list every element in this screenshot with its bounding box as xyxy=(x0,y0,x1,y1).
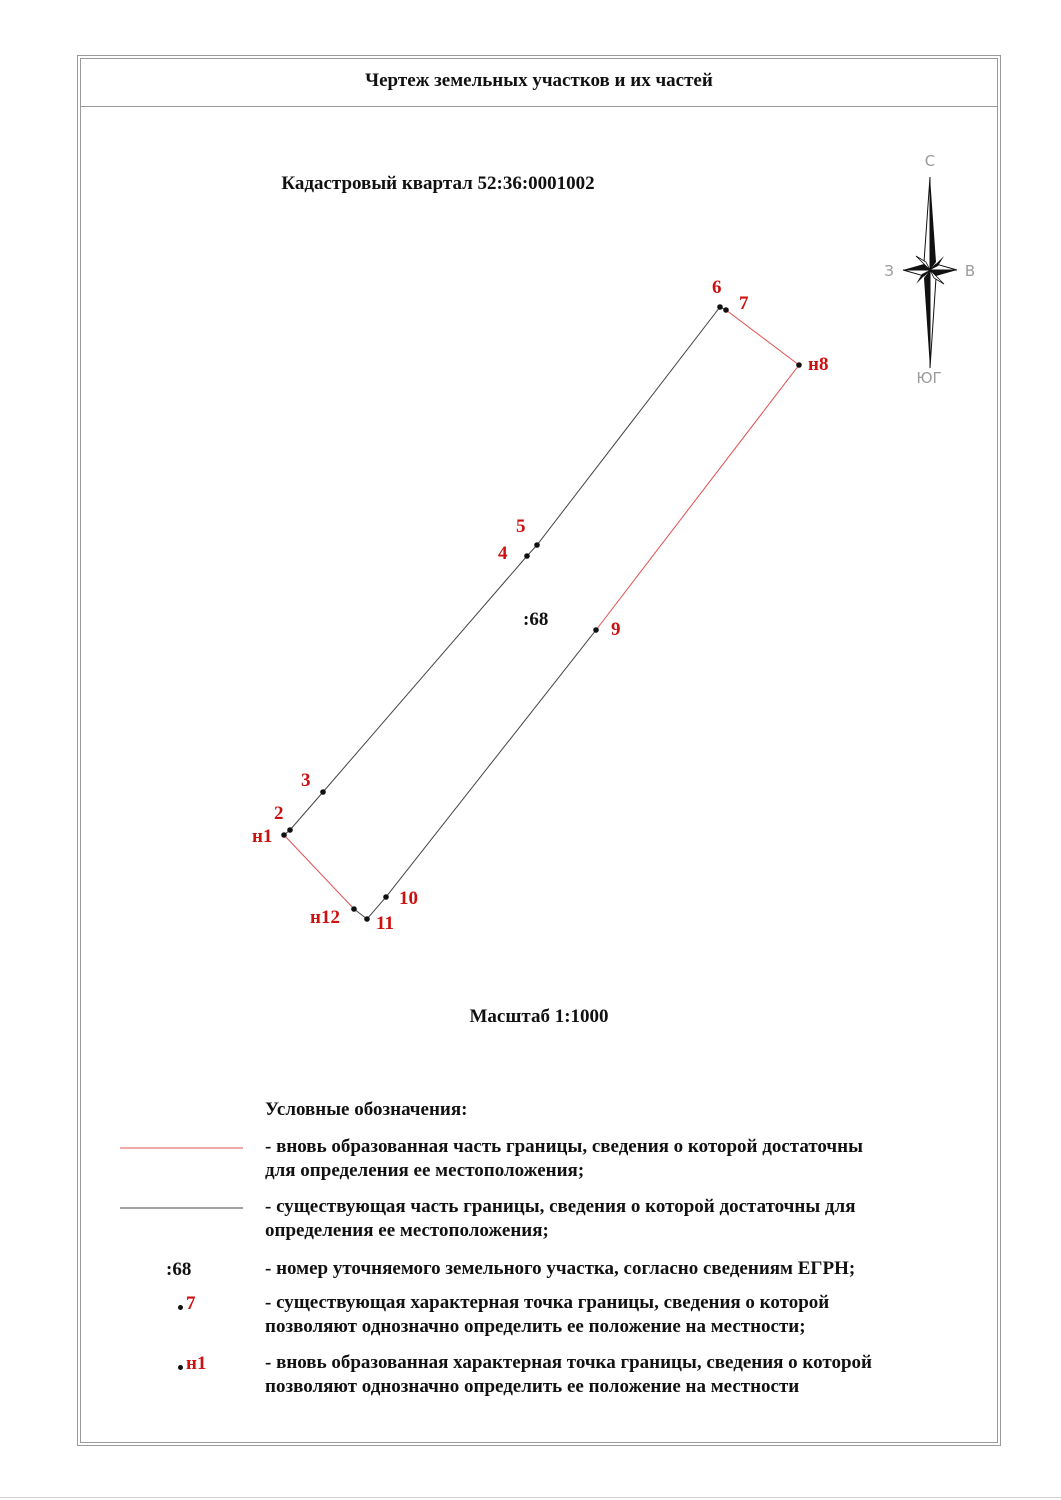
new-boundary-n8-9 xyxy=(596,365,799,630)
page-bottom-rule xyxy=(0,1497,1061,1498)
new-boundary-n12-n1 xyxy=(284,835,354,909)
compass-north-label: С xyxy=(924,152,936,170)
point-label-4: 4 xyxy=(498,543,508,564)
compass-south-needle-light xyxy=(930,270,936,368)
point-3 xyxy=(320,789,326,795)
legend-item-new-point-line1: - вновь образованная характерная точка границы, сведения о которой xyxy=(265,1352,872,1373)
point-n8 xyxy=(796,362,802,368)
legend-item-existing-point xyxy=(265,1291,995,1339)
scale xyxy=(80,1006,998,1028)
point-5 xyxy=(534,542,540,548)
point-label-2: 2 xyxy=(274,803,284,824)
legend-item-existing-boundary xyxy=(265,1195,995,1243)
point-label-n8: н8 xyxy=(808,354,829,375)
new-boundary-7-n8 xyxy=(726,310,799,365)
legend-item-parcel-number xyxy=(265,1257,995,1281)
point-label-7: 7 xyxy=(739,293,749,314)
legend-item-new-point-line2: позволяют однозначно определить ее положение на местности xyxy=(265,1376,800,1397)
existing-boundary-west xyxy=(290,307,726,830)
point-label-11: 11 xyxy=(376,913,394,934)
legend-new-point-dot xyxy=(178,1365,183,1370)
legend-parcel-symbol: :68 xyxy=(166,1259,192,1280)
legend-item-new-point xyxy=(265,1351,995,1399)
legend-item-new-boundary xyxy=(265,1135,995,1183)
point-9 xyxy=(593,627,599,633)
compass-east-label: В xyxy=(964,262,976,280)
point-n1 xyxy=(281,832,287,838)
legend-item-existing-point-line1: - существующая характерная точка границы, сведения о которой xyxy=(265,1292,830,1313)
legend-new-point-label: н1 xyxy=(186,1353,207,1374)
point-n12 xyxy=(351,906,357,912)
legend-item-new-boundary-line1: - вновь образованная часть границы, сведения о которой достаточны xyxy=(265,1136,863,1157)
point-label-n12: н12 xyxy=(310,907,340,928)
legend-existing-point-symbol xyxy=(178,1293,196,1315)
compass-south-label: ЮГ xyxy=(916,369,942,387)
point-2 xyxy=(287,827,293,833)
scale-text: Масштаб 1:1000 xyxy=(469,1006,609,1027)
point-label-10: 10 xyxy=(399,888,418,909)
legend-title: Условные обозначения: xyxy=(265,1099,468,1120)
legend-item-existing-boundary-line2: определения ее местоположения; xyxy=(265,1220,549,1241)
legend-item-existing-point-line2: позволяют однозначно определить ее положение на местности; xyxy=(265,1316,806,1337)
compass-north-needle-dark xyxy=(930,177,936,270)
point-labels xyxy=(252,277,828,934)
compass-rose-icon xyxy=(884,152,975,387)
point-label-3: 3 xyxy=(301,770,311,791)
point-label-9: 9 xyxy=(611,619,621,640)
legend-item-parcel-number-line1: - номер уточняемого земельного участка, согласно сведениям ЕГРН; xyxy=(265,1258,856,1279)
document-title: Чертеж земельных участков и их частей xyxy=(365,70,713,91)
existing-boundary xyxy=(284,307,726,919)
point-11 xyxy=(364,916,370,922)
cadastral-quarter-text: Кадастровый квартал 52:36:0001002 xyxy=(281,173,595,194)
legend-existing-point-dot xyxy=(178,1305,183,1310)
point-label-n1: н1 xyxy=(252,826,273,847)
compass-west-label: З xyxy=(884,262,894,280)
point-10 xyxy=(383,894,389,900)
point-label-5: 5 xyxy=(516,516,526,537)
point-7 xyxy=(723,307,729,313)
legend-new-point-symbol xyxy=(178,1353,206,1375)
parcel-number-label: :68 xyxy=(523,609,549,630)
existing-boundary-east xyxy=(354,630,596,919)
compass-south-needle-dark xyxy=(924,270,930,368)
legend-existing-point-label: 7 xyxy=(186,1293,196,1314)
point-6 xyxy=(717,304,723,310)
legend-item-existing-boundary-line1: - существующая часть границы, сведения о которой достаточны для xyxy=(265,1196,856,1217)
point-label-6: 6 xyxy=(712,277,722,298)
compass-north-needle-light xyxy=(924,177,930,270)
legend-item-new-boundary-line2: для определения ее местоположения; xyxy=(265,1160,585,1181)
point-4 xyxy=(524,553,530,559)
